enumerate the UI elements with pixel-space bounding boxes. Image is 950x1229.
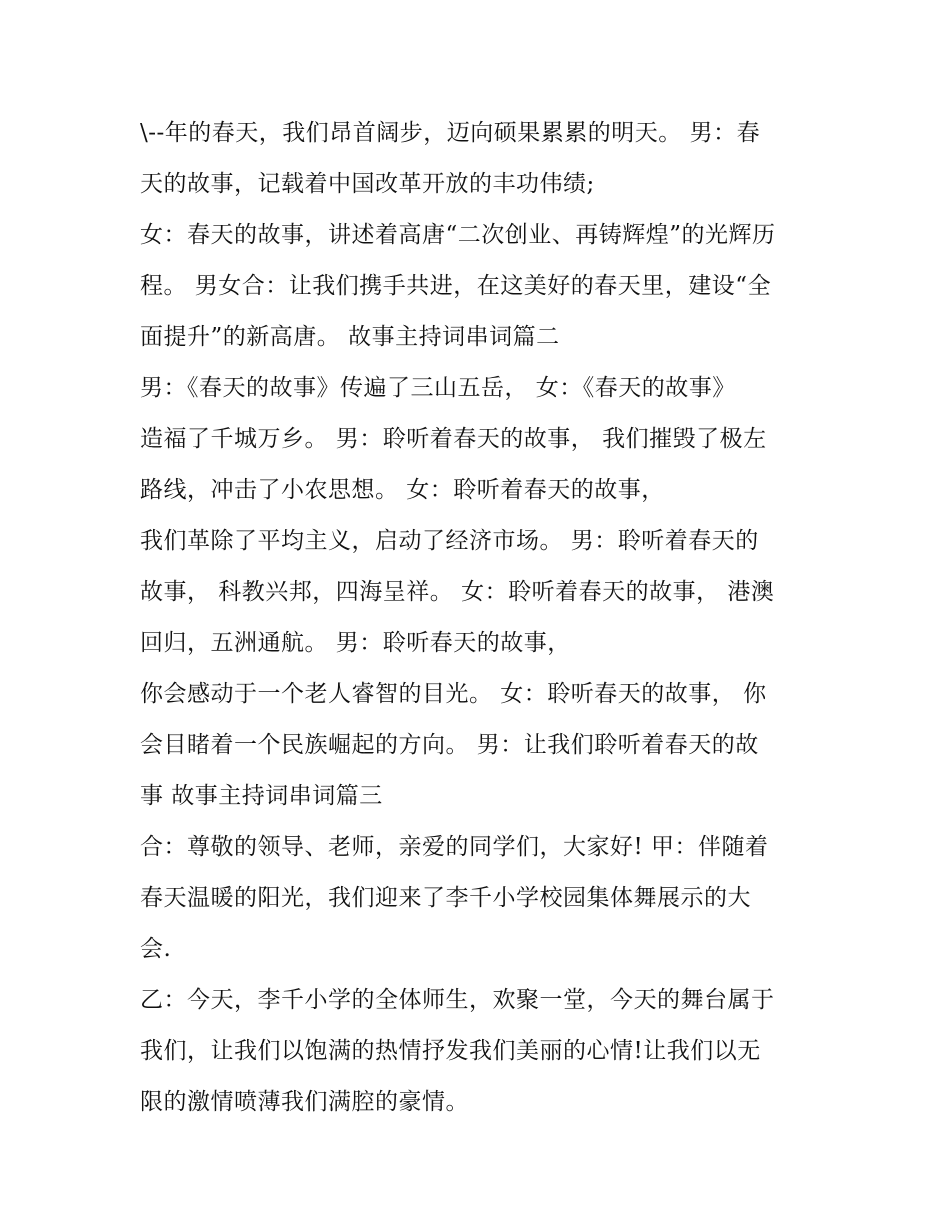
text-line: 路线，冲击了小农思想。 女：聆听着春天的故事， bbox=[140, 477, 665, 503]
text-line: 你会感动于一个老人睿智的目光。 女：聆听春天的故事， 你 bbox=[140, 681, 767, 707]
text-line: 女：春天的故事，讲述着高唐“二次创业、再铸辉煌”的光辉历 bbox=[140, 222, 776, 248]
text-line: 会目睹着一个民族崛起的方向。 男：让我们聆听着春天的故 bbox=[140, 732, 759, 758]
text-line: 我们，让我们以饱满的热情抒发我们美丽的心情!让我们以无 bbox=[140, 1038, 761, 1064]
text-line: 限的激情喷薄我们满腔的豪情。 bbox=[140, 1089, 469, 1115]
text-line: 面提升”的新高唐。 故事主持词串词篇二 bbox=[140, 324, 560, 350]
text-line: 男：《春天的故事》传遍了三山五岳， 女：《春天的故事》 bbox=[140, 375, 736, 401]
text-line: 事 故事主持词串词篇三 bbox=[140, 783, 383, 809]
text-line: 春天温暖的阳光，我们迎来了李千小学校园集体舞展示的大 bbox=[140, 885, 751, 911]
text-line: 回归，五洲通航。 男：聆听春天的故事， bbox=[140, 630, 571, 656]
text-line: 乙：今天，李千小学的全体师生，欢聚一堂，今天的舞台属于 bbox=[140, 987, 775, 1013]
text-line: 会. bbox=[140, 936, 172, 962]
text-line: 天的故事，记载着中国改革开放的丰功伟绩; bbox=[140, 171, 595, 197]
text-line: 合：尊敬的领导、老师，亲爱的同学们，大家好! 甲：伴随着 bbox=[140, 834, 769, 860]
text-line: 程。 男女合：让我们携手共进，在这美好的春天里，建设“全 bbox=[140, 273, 772, 299]
text-line: 我们革除了平均主义，启动了经济市场。 男：聆听着春天的 bbox=[140, 528, 759, 554]
text-line: 造福了千城万乡。 男：聆听着春天的故事， 我们摧毁了极左 bbox=[140, 426, 767, 452]
text-line: 故事， 科教兴邦，四海呈祥。 女：聆听着春天的故事， 港澳 bbox=[140, 579, 775, 605]
text-line: \--年的春天，我们昂首阔步，迈向硕果累累的明天。 男：春 bbox=[140, 120, 761, 146]
document-body bbox=[140, 108, 820, 1128]
